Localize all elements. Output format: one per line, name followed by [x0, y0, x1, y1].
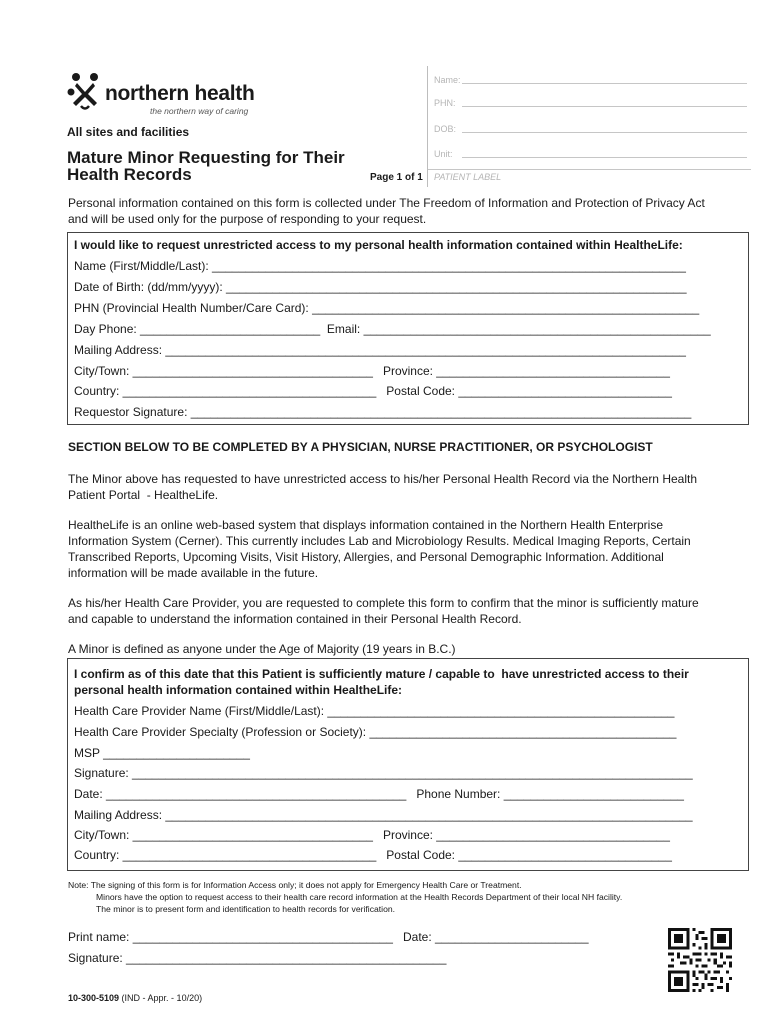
note-line3: The minor is to present form and identification to health records for verification. — [96, 904, 396, 914]
phn-field[interactable]: PHN (Provincial Health Number/Care Card): __________________________________________________________ — [74, 301, 700, 315]
patient-label-unit: Unit: — [434, 149, 453, 159]
name-field[interactable]: Name (First/Middle/Last): _______________________________________________________________________ — [74, 259, 686, 273]
confirm-heading-line1: I confirm as of this date that this Patient is sufficiently mature / capable to have unrestricted access to their — [74, 667, 689, 681]
provider-specialty-field[interactable]: Health Care Provider Specialty (Profession or Society): ______________________________________________ — [74, 725, 677, 739]
country-postal-field[interactable]: Country: ______________________________________ Postal Code: ________________________________ — [74, 384, 672, 398]
patient-label-dob: DOB: — [434, 124, 457, 134]
form-code-number: 10-300-5109 — [68, 993, 120, 1003]
note-line1: Note: The signing of this form is for Information Access only; it does not apply for Emergency Health Care or Treatment. — [68, 880, 522, 890]
patient-label-area — [427, 66, 751, 187]
paragraph-3-line2: and capable to understand the information contained in their Personal Health Record. — [68, 612, 522, 626]
minor-definition: A Minor is defined as anyone under the Age of Majority (19 years in B.C.) — [68, 642, 456, 656]
paragraph-1-line1: The Minor above has requested to have unrestricted access to his/her Personal Health Record via the Northern Health — [68, 472, 698, 486]
unit-line — [462, 157, 747, 158]
northern-health-logo-mark-icon — [67, 70, 103, 112]
section-heading: SECTION BELOW TO BE COMPLETED BY A PHYSICIAN, NURSE PRACTITIONER, OR PSYCHOLOGIST — [68, 440, 653, 454]
sites-label: All sites and facilities — [67, 125, 190, 139]
intro-line1: Personal information contained on this form is collected under The Freedom of Information and Protection of Privacy Act — [68, 196, 705, 210]
request-box — [67, 232, 749, 425]
print-name-date-field[interactable]: Print name: _______________________________________ Date: _______________________ — [68, 930, 589, 944]
phn-line — [462, 106, 747, 107]
form-code — [68, 993, 202, 1003]
form-code-rest: (IND - Appr. - 10/20) — [119, 993, 203, 1003]
form-title-line1: Mature Minor Requesting for Their — [67, 148, 345, 167]
name-line — [462, 83, 747, 84]
patient-label-caption: PATIENT LABEL — [434, 172, 502, 182]
patient-label-phn: PHN: — [434, 98, 456, 108]
provider-country-postal-field[interactable]: Country: ______________________________________ Postal Code: ________________________________ — [74, 848, 672, 862]
logo-tagline: the northern way of caring — [150, 106, 249, 116]
msp-field[interactable]: MSP ______________________ — [74, 746, 250, 760]
paragraph-2-line3: Transcribed Reports, Upcoming Visits, Visit History, Allergies, and Personal Demographic Information. Additional — [68, 550, 664, 564]
requestor-signature-field[interactable]: Requestor Signature: ___________________________________________________________________________ — [74, 405, 692, 419]
city-province-field[interactable]: City/Town: ____________________________________ Province: ___________________________________ — [74, 364, 670, 378]
qr-code-icon — [668, 928, 732, 992]
paragraph-2-line1: HealtheLife is an online web-based system that displays information contained in the Northern Health Enterprise — [68, 518, 663, 532]
confirm-heading-line2: personal health information contained within HealtheLife: — [74, 683, 403, 697]
note-line2: Minors have the option to request access to their health care record information at the Health Records Department of their local NH facility. — [96, 892, 623, 902]
paragraph-2-line2: Information System (Cerner). This currently includes Lab and Microbiology Results. Medical Imaging Reports, Certain — [68, 534, 691, 548]
northern-health-logo — [67, 70, 267, 120]
patient-label-name: Name: — [434, 75, 461, 85]
request-heading: I would like to request unrestricted access to my personal health information contained within HealtheLife: — [74, 238, 683, 252]
phone-email-field[interactable]: Day Phone: ___________________________ Email: ____________________________________________________ — [74, 322, 711, 336]
paragraph-3-line1: As his/her Health Care Provider, you are requested to complete this form to confirm that the minor is sufficiently mature — [68, 596, 699, 610]
patient-label-divider — [428, 169, 751, 170]
provider-city-province-field[interactable]: City/Town: ____________________________________ Province: ___________________________________ — [74, 828, 670, 842]
provider-name-field[interactable]: Health Care Provider Name (First/Middle/Last): ____________________________________________________ — [74, 704, 675, 718]
dob-line — [462, 132, 747, 133]
page-number: Page 1 of 1 — [370, 172, 423, 183]
paragraph-1-line2: Patient Portal - HealtheLife. — [68, 488, 219, 502]
confirm-box — [67, 658, 749, 871]
date-phone-field[interactable]: Date: _____________________________________________ Phone Number: ___________________________ — [74, 787, 684, 801]
mailing-address-field[interactable]: Mailing Address: ______________________________________________________________________________ — [74, 343, 686, 357]
form-title-line2: Health Records — [67, 165, 192, 184]
provider-signature-field[interactable]: Signature: ____________________________________________________________________________________ — [74, 766, 693, 780]
paragraph-2-line4: information will be made available in the future. — [68, 566, 319, 580]
signoff-signature-field[interactable]: Signature: ________________________________________________ — [68, 951, 447, 965]
date-of-birth-field[interactable]: Date of Birth: (dd/mm/yyyy): _____________________________________________________________________ — [74, 280, 687, 294]
logo-wordmark: northern health — [105, 82, 255, 105]
provider-mailing-address-field[interactable]: Mailing Address: _______________________________________________________________________________ — [74, 808, 693, 822]
intro-line2: and will be used only for the purpose of responding to your request. — [68, 212, 427, 226]
